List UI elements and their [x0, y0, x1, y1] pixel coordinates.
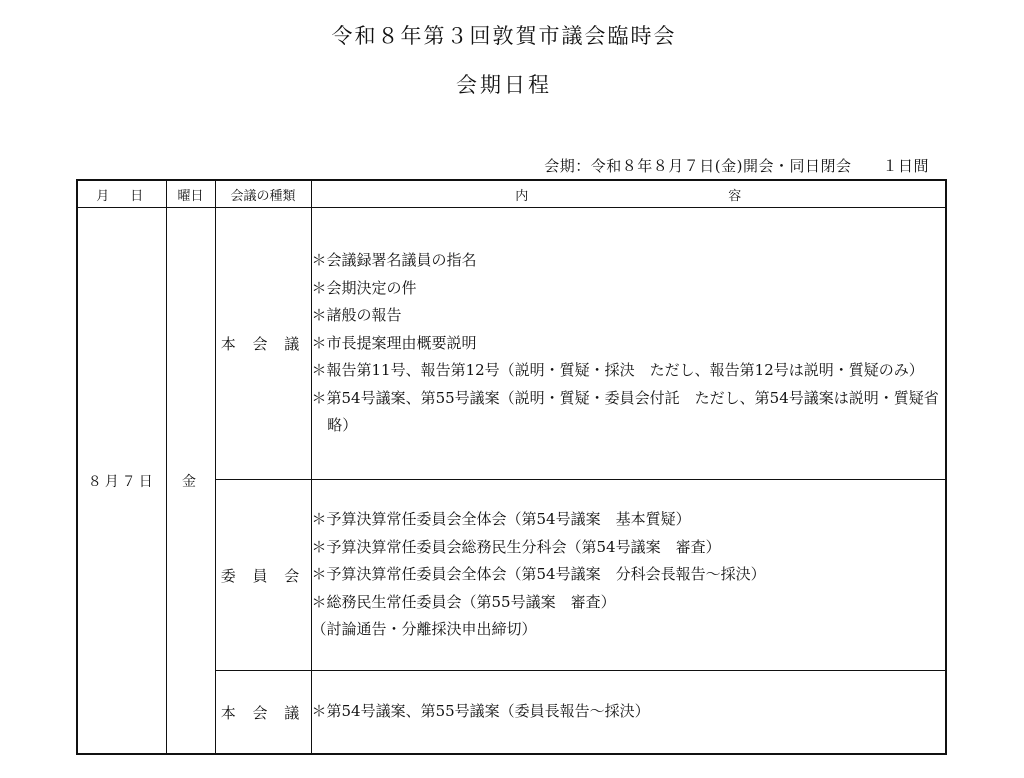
agenda-item: ＊予算決算常任委員会全体会（第54号議案 基本質疑） [311, 510, 691, 529]
agenda-item: ＊会期決定の件 [311, 278, 417, 297]
header-dow: 曜日 [166, 180, 215, 208]
agenda-item: ＊諸般の報告 [311, 306, 402, 325]
document-title: 令和８年第３回敦賀市議会臨時会 [331, 24, 677, 48]
header-content-2: 容 [728, 188, 742, 204]
header-type: 会議の種類 [215, 180, 311, 208]
agenda-item: ＊予算決算常任委員会総務民生分科会（第54号議案 審査） [311, 537, 721, 556]
header-content-1: 内 [515, 188, 529, 204]
session-content [311, 671, 946, 755]
schedule-table [76, 179, 947, 755]
agenda-item: ＊予算決算常任委員会全体会（第54号議案 分科会長報告～採決） [311, 565, 766, 584]
date-cell: ８月７日 [77, 208, 166, 755]
header-content [311, 180, 946, 208]
session-period: 会期：令和８年８月７日(金)開会・同日閉会 １日間 [544, 157, 929, 175]
table-row [77, 208, 946, 480]
agenda-item: ＊第54号議案、第55号議案（説明・質疑・委員会付託 ただし、第54号議案は説明・質疑省略） [311, 388, 939, 435]
agenda-item: ＊市長提案理由概要説明 [311, 333, 477, 352]
header-date: 月 日 [77, 180, 166, 208]
agenda-item: ＊第54号議案、第55号議案（委員長報告～採決） [311, 702, 650, 721]
session-type: 本 会 議 [215, 208, 311, 480]
agenda-item: ＊報告第11号、報告第12号（説明・質疑・採決 ただし、報告第12号は説明・質疑のみ） [311, 361, 924, 380]
agenda-item: ＊会議録署名議員の指名 [311, 251, 477, 270]
session-content [311, 208, 946, 480]
deadline-note: （討論通告・分離採決申出締切） [311, 620, 537, 639]
session-type: 本 会 議 [215, 671, 311, 755]
header-row [77, 180, 946, 208]
agenda-item: ＊総務民生常任委員会（第55号議案 審査） [311, 592, 616, 611]
session-content [311, 480, 946, 671]
day-of-week-cell: 金 [166, 208, 215, 755]
session-type: 委 員 会 [215, 480, 311, 671]
document-subtitle: 会期日程 [456, 73, 552, 97]
